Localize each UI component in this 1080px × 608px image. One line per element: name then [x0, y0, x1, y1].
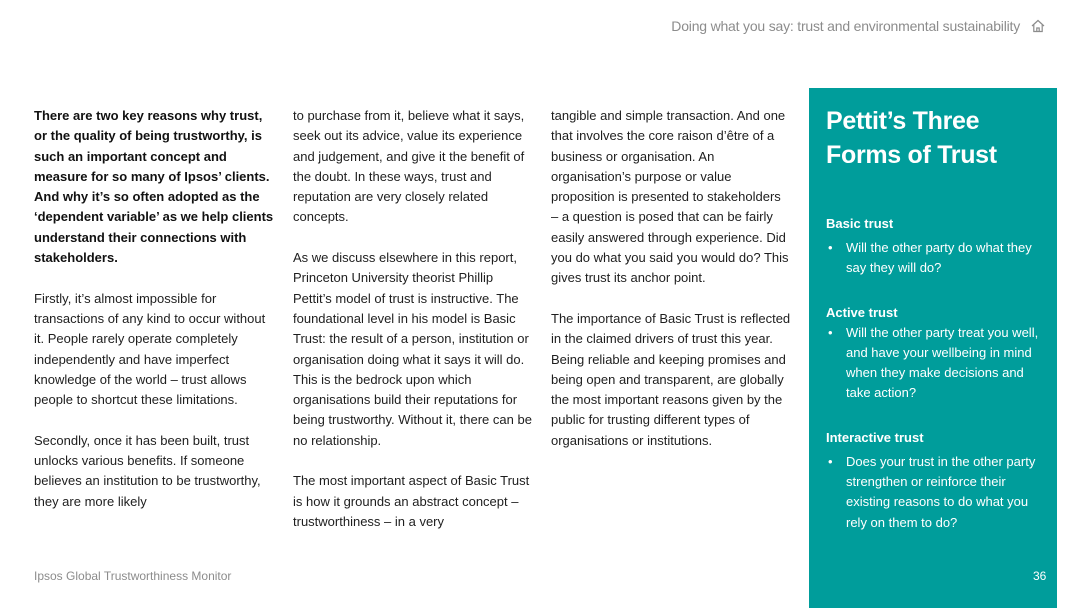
bullet-icon: •: [828, 324, 833, 340]
intro-paragraph: There are two key reasons why trust, or the quality of being trustworthy, is such an important concept and measure for so many of Ipsos’ clients. And why it’s so often adopted as the ‘dependent variable’ as we help clients understand their connections with stakeholders.: [34, 108, 274, 266]
list-item: [826, 323, 1041, 404]
section-active-trust: [826, 303, 1041, 404]
home-icon[interactable]: [1030, 18, 1046, 34]
section-interactive-trust: [826, 428, 1041, 533]
body-paragraph: Firstly, it’s almost impossible for transactions of any kind to occur without it. People rarely operate completely independently and have imperfect knowledge of the world – trust allows people to shortcut these limitations.: [34, 290, 266, 408]
text-column-3: [551, 106, 791, 471]
section-heading: Active trust: [826, 304, 898, 320]
text-column-2: [293, 106, 533, 553]
bullet-icon: •: [828, 453, 833, 469]
list-item-text: Will the other party do what they say they will do?: [846, 240, 1032, 276]
section-heading: Interactive trust: [826, 429, 924, 445]
list-item: [826, 238, 1041, 279]
body-paragraph: to purchase from it, believe what it says, seek out its advice, value its experience and judgement, and give it the benefit of the doubt. In these ways, trust and reputation are very closely related concepts.: [293, 108, 525, 225]
body-paragraph: The most important aspect of Basic Trust is how it grounds an abstract concept – trustworthiness – in a very: [293, 473, 530, 529]
footer-source: Ipsos Global Trustworthiness Monitor: [34, 569, 232, 583]
page-number: 36: [1033, 569, 1047, 583]
bullet-list: [826, 452, 1041, 533]
header-title: Doing what you say: trust and environmental sustainability: [671, 18, 1020, 34]
section-basic-trust: [826, 214, 1041, 279]
body-paragraph: tangible and simple transaction. And one that involves the core raison d’être of a business or organisation. An organisation’s purpose or value proposition is presented to stakeholders – a question is posed that can be fairly easily answered through experience. Did you do what you said you would do? This gives trust its anchor point.: [551, 108, 789, 286]
bullet-list: [826, 323, 1041, 404]
list-item: [826, 452, 1041, 533]
body-paragraph: The importance of Basic Trust is reflected in the claimed drivers of trust this year. Being reliable and keeping promises and being open and transparent, are globally the most important reasons given by the public for trusting different types of organisations or institutions.: [551, 310, 791, 448]
bullet-icon: •: [828, 240, 833, 255]
trust-forms-panel: [809, 88, 1057, 608]
body-paragraph: Secondly, once it has been built, trust unlocks various benefits. If someone believes an institution to be trustworthy, they are more likely: [34, 432, 261, 509]
list-item-text: Will the other party treat you well, and have your wellbeing in mind when they make decisions and take action?: [846, 324, 1039, 401]
page-header: [671, 18, 1046, 34]
body-paragraph: As we discuss elsewhere in this report, Princeton University theorist Phillip Pettit’s model of trust is instructive. The foundational level in his model is Basic Trust: the result of a person, institution or organisation doing what it says it will do. This is the bedrock upon which organisations build their reputations for being trustworthy. Without it, there can be no relationship.: [293, 250, 532, 448]
bullet-list: [826, 238, 1041, 279]
panel-title: Pettit’s Three Forms of Trust: [826, 107, 997, 169]
list-item-text: Does your trust in the other party strengthen or reinforce their existing reasons to do what you rely on them to do?: [846, 453, 1036, 530]
text-column-1: [34, 106, 274, 532]
section-heading: Basic trust: [826, 216, 894, 231]
